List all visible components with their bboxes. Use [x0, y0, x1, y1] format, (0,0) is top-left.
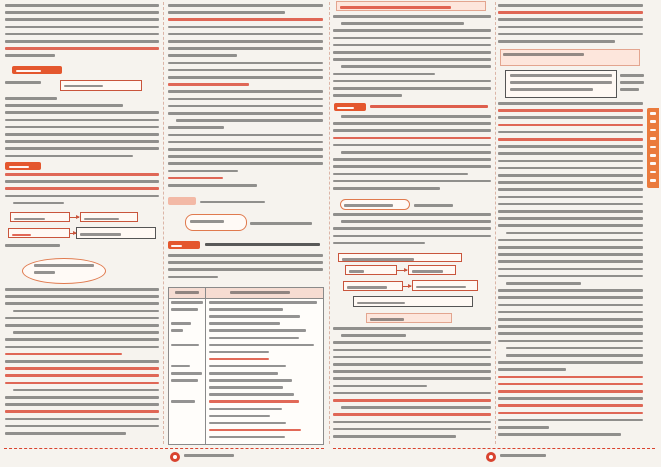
text-line: [168, 4, 323, 7]
text-line: [5, 295, 159, 298]
figure-text: [510, 74, 612, 77]
table-cell: [209, 358, 269, 361]
text-line: [620, 88, 639, 91]
figure-text: [510, 81, 612, 84]
diagram-text: [357, 302, 405, 305]
table-cell: [171, 344, 199, 347]
answer-text: [64, 85, 103, 88]
text-line: [498, 253, 643, 256]
text-line: [333, 413, 491, 416]
text-line: [5, 324, 159, 327]
text-line: [498, 145, 643, 148]
text-line: [168, 98, 323, 101]
text-line: [498, 188, 643, 191]
text-line: [498, 268, 643, 271]
text-line: [333, 356, 491, 359]
text-line: [168, 62, 323, 65]
text-line: [498, 361, 643, 364]
text-line: [168, 177, 223, 180]
table-cell: [209, 429, 301, 432]
text-line: [5, 195, 159, 198]
text-line: [341, 406, 491, 409]
text-line: [5, 133, 159, 136]
diagram-text: [416, 286, 466, 289]
text-line: [333, 129, 491, 132]
text-line: [333, 51, 491, 54]
text-line: [333, 242, 425, 245]
label-text: [171, 245, 182, 248]
table-divider: [205, 288, 206, 444]
text-line: [5, 353, 122, 356]
text-line: [5, 26, 159, 29]
side-tab-text: [650, 179, 656, 182]
text-line: [5, 346, 159, 349]
text-line: [5, 302, 159, 305]
text-line: [620, 81, 644, 84]
text-line: [13, 331, 159, 334]
text-line: [333, 435, 456, 438]
text-line: [333, 363, 491, 366]
label-text: [9, 166, 29, 169]
table-cell: [209, 400, 299, 403]
text-line: [168, 155, 323, 158]
text-line: [333, 377, 491, 380]
text-line: [333, 44, 491, 47]
table-cell: [209, 379, 292, 382]
side-tab-text: [650, 154, 656, 157]
text-line: [5, 33, 159, 36]
text-line: [168, 47, 323, 50]
text-line: [333, 15, 491, 18]
text-line: [498, 109, 643, 112]
text-line: [498, 296, 643, 299]
text-line: [176, 119, 323, 122]
table-cell: [171, 301, 203, 304]
side-tab-text: [650, 112, 656, 115]
table-cell: [171, 400, 195, 403]
table-cell: [171, 322, 191, 325]
text-line: [168, 18, 323, 21]
text-line: [498, 116, 643, 119]
diagram-text: [347, 286, 387, 289]
table-cell: [209, 372, 278, 375]
text-line: [341, 65, 491, 68]
text-line: [13, 202, 64, 205]
table-cell: [209, 337, 299, 340]
text-line: [168, 26, 323, 29]
text-line: [506, 282, 581, 285]
text-line: [333, 341, 491, 344]
text-line: [5, 432, 126, 435]
text-line: [333, 392, 491, 395]
text-line: [498, 304, 643, 307]
table-cell: [171, 308, 198, 311]
diagram-text: [84, 218, 119, 221]
text-line: [498, 11, 643, 14]
text-line: [5, 396, 159, 399]
section-heading: [370, 105, 488, 108]
text-line: [333, 235, 491, 238]
text-line: [5, 11, 159, 14]
text-line: [498, 160, 643, 163]
table-cell: [209, 408, 282, 411]
text-line: [498, 18, 643, 21]
text-line: [498, 318, 643, 321]
diagram-arrow: [70, 233, 76, 234]
text-line: [333, 80, 491, 83]
diagram-arrow: [403, 286, 411, 287]
text-line: [168, 40, 323, 43]
text-line: [498, 419, 643, 422]
column-divider: [495, 2, 496, 444]
figure-text: [510, 88, 593, 91]
text-line: [168, 105, 323, 108]
footer-text: [500, 454, 546, 457]
text-line: [506, 354, 643, 357]
text-line: [5, 367, 159, 370]
text-line: [168, 261, 323, 264]
table-cell: [171, 372, 202, 375]
text-line: [333, 165, 491, 168]
text-line: [333, 144, 491, 147]
text-line: [333, 73, 435, 76]
text-line: [333, 122, 491, 125]
text-line: [333, 370, 491, 373]
side-tab-text: [650, 120, 656, 123]
text-line: [168, 162, 323, 165]
table-cell: [209, 393, 294, 396]
text-line: [341, 151, 491, 154]
side-tab-text: [650, 146, 656, 149]
table-cell: [209, 315, 300, 318]
diagram-text: [349, 270, 364, 273]
column-divider: [329, 2, 330, 444]
diagram-text: [412, 270, 443, 273]
footer-rule: [333, 448, 655, 449]
publisher-logo-icon: [486, 452, 496, 462]
text-line: [498, 131, 643, 134]
text-line: [498, 368, 566, 371]
text-line: [5, 81, 41, 84]
diagram-arrow: [70, 217, 79, 218]
text-line: [333, 399, 491, 402]
table-cell: [209, 386, 283, 389]
footer-text: [184, 454, 234, 457]
text-line: [5, 317, 159, 320]
text-line: [5, 187, 159, 190]
section-label: [168, 197, 196, 205]
diagram-title-text: [342, 258, 414, 261]
text-line: [5, 147, 159, 150]
diagram-text: [12, 234, 31, 237]
side-tab-text: [650, 137, 656, 140]
text-line: [168, 33, 323, 36]
text-line: [5, 18, 159, 21]
highlight-box: [500, 49, 640, 66]
text-line: [333, 227, 491, 230]
text-line: [168, 170, 238, 173]
text-line: [498, 138, 643, 141]
text-line: [506, 232, 643, 235]
text-line: [333, 137, 491, 140]
text-line: [498, 102, 643, 105]
text-line: [200, 201, 265, 204]
text-line: [341, 220, 491, 223]
text-line: [333, 187, 440, 190]
text-line: [333, 29, 491, 32]
text-line: [498, 239, 643, 242]
text-line: [168, 90, 323, 93]
table-cell: [209, 415, 270, 418]
text-line: [168, 69, 323, 72]
text-line: [506, 347, 643, 350]
bubble-text: [34, 271, 55, 274]
bubble-text: [34, 264, 94, 267]
text-line: [498, 426, 549, 429]
text-line: [168, 83, 249, 86]
text-line: [333, 180, 491, 183]
table-cell: [209, 322, 280, 325]
footer-rule: [4, 448, 324, 449]
table-cell: [209, 301, 317, 304]
text-line: [333, 94, 402, 97]
text-line: [498, 167, 643, 170]
text-line: [168, 141, 323, 144]
text-line: [5, 119, 159, 122]
text-line: [168, 54, 237, 57]
publisher-logo-icon: [170, 452, 180, 462]
text-line: [333, 58, 491, 61]
header-text: [340, 6, 451, 9]
text-line: [168, 134, 323, 137]
text-line: [5, 54, 55, 57]
text-line: [498, 390, 643, 393]
text-line: [498, 181, 643, 184]
text-line: [498, 433, 621, 436]
text-line: [498, 4, 643, 7]
bubble-text: [190, 220, 224, 223]
text-line: [168, 268, 323, 271]
text-line: [333, 173, 468, 176]
side-tab-text: [650, 162, 656, 165]
text-line: [168, 184, 257, 187]
text-line: [498, 383, 643, 386]
text-line: [5, 338, 159, 341]
label-text: [337, 107, 354, 110]
text-line: [5, 97, 57, 100]
table-cell: [209, 422, 286, 425]
table-cell: [209, 351, 269, 354]
text-line: [5, 111, 159, 114]
text-line: [498, 174, 643, 177]
text-line: [13, 310, 159, 313]
text-line: [498, 224, 643, 227]
bubble-text: [344, 204, 393, 207]
text-line: [5, 288, 159, 291]
text-line: [5, 425, 159, 428]
diagram-arrow: [397, 270, 407, 271]
table-cell: [171, 329, 183, 332]
text-line: [5, 244, 60, 247]
text-line: [5, 47, 159, 50]
text-line: [333, 37, 491, 40]
text-line: [498, 210, 643, 213]
text-line: [5, 4, 159, 7]
text-line: [5, 104, 123, 107]
text-line: [333, 349, 491, 352]
diagram-text: [370, 318, 404, 321]
text-line: [498, 412, 643, 415]
text-line: [5, 180, 159, 183]
text-line: [341, 334, 406, 337]
text-line: [498, 340, 643, 343]
text-line: [168, 126, 224, 129]
diagram-text: [80, 233, 121, 236]
text-line: [5, 360, 159, 363]
table-divider: [169, 298, 323, 299]
text-line: [498, 325, 643, 328]
text-line: [341, 115, 491, 118]
label-text: [16, 70, 41, 73]
table-header-text: [175, 291, 199, 294]
table-header-text: [230, 291, 290, 294]
text-line: [168, 112, 323, 115]
text-line: [333, 87, 491, 90]
text-line: [498, 203, 643, 206]
text-line: [498, 376, 643, 379]
diagram-text: [14, 218, 45, 221]
text-line: [168, 276, 218, 279]
text-line: [341, 22, 464, 25]
text-line: [5, 403, 159, 406]
text-line: [498, 275, 643, 278]
table-cell: [209, 344, 314, 347]
text-line: [414, 204, 453, 207]
text-line: [333, 213, 491, 216]
text-line: [498, 217, 643, 220]
text-line: [498, 124, 643, 127]
text-line: [13, 389, 159, 392]
column-divider: [163, 2, 164, 444]
text-line: [498, 26, 643, 29]
text-line: [333, 158, 491, 161]
text-line: [498, 33, 643, 36]
text-line: [168, 254, 323, 257]
text-line: [250, 222, 312, 225]
text-line: [5, 155, 133, 158]
table-cell: [209, 329, 306, 332]
text-line: [498, 397, 643, 400]
table-cell: [171, 379, 198, 382]
text-line: [333, 385, 427, 388]
text-line: [5, 126, 159, 129]
text-line: [498, 196, 643, 199]
text-line: [5, 374, 159, 377]
text-line: [5, 40, 159, 43]
text-line: [498, 289, 643, 292]
text-line: [333, 327, 491, 330]
text-line: [333, 428, 491, 431]
text-line: [498, 311, 643, 314]
text-line: [5, 382, 159, 385]
text-line: [498, 246, 643, 249]
text-line: [333, 421, 491, 424]
text-line: [498, 260, 643, 263]
text-line: [498, 332, 643, 335]
text-line: [498, 152, 643, 155]
text-line: [5, 410, 159, 413]
text-line: [5, 140, 159, 143]
text-line: [498, 404, 643, 407]
text-line: [168, 148, 323, 151]
text-line: [5, 173, 159, 176]
section-heading: [205, 243, 320, 246]
text-line: [620, 74, 644, 77]
text-line: [168, 11, 285, 14]
text-line: [5, 418, 159, 421]
text-line: [168, 76, 323, 79]
text-line: [498, 40, 615, 43]
highlight-text: [503, 53, 584, 56]
table-cell: [209, 308, 283, 311]
